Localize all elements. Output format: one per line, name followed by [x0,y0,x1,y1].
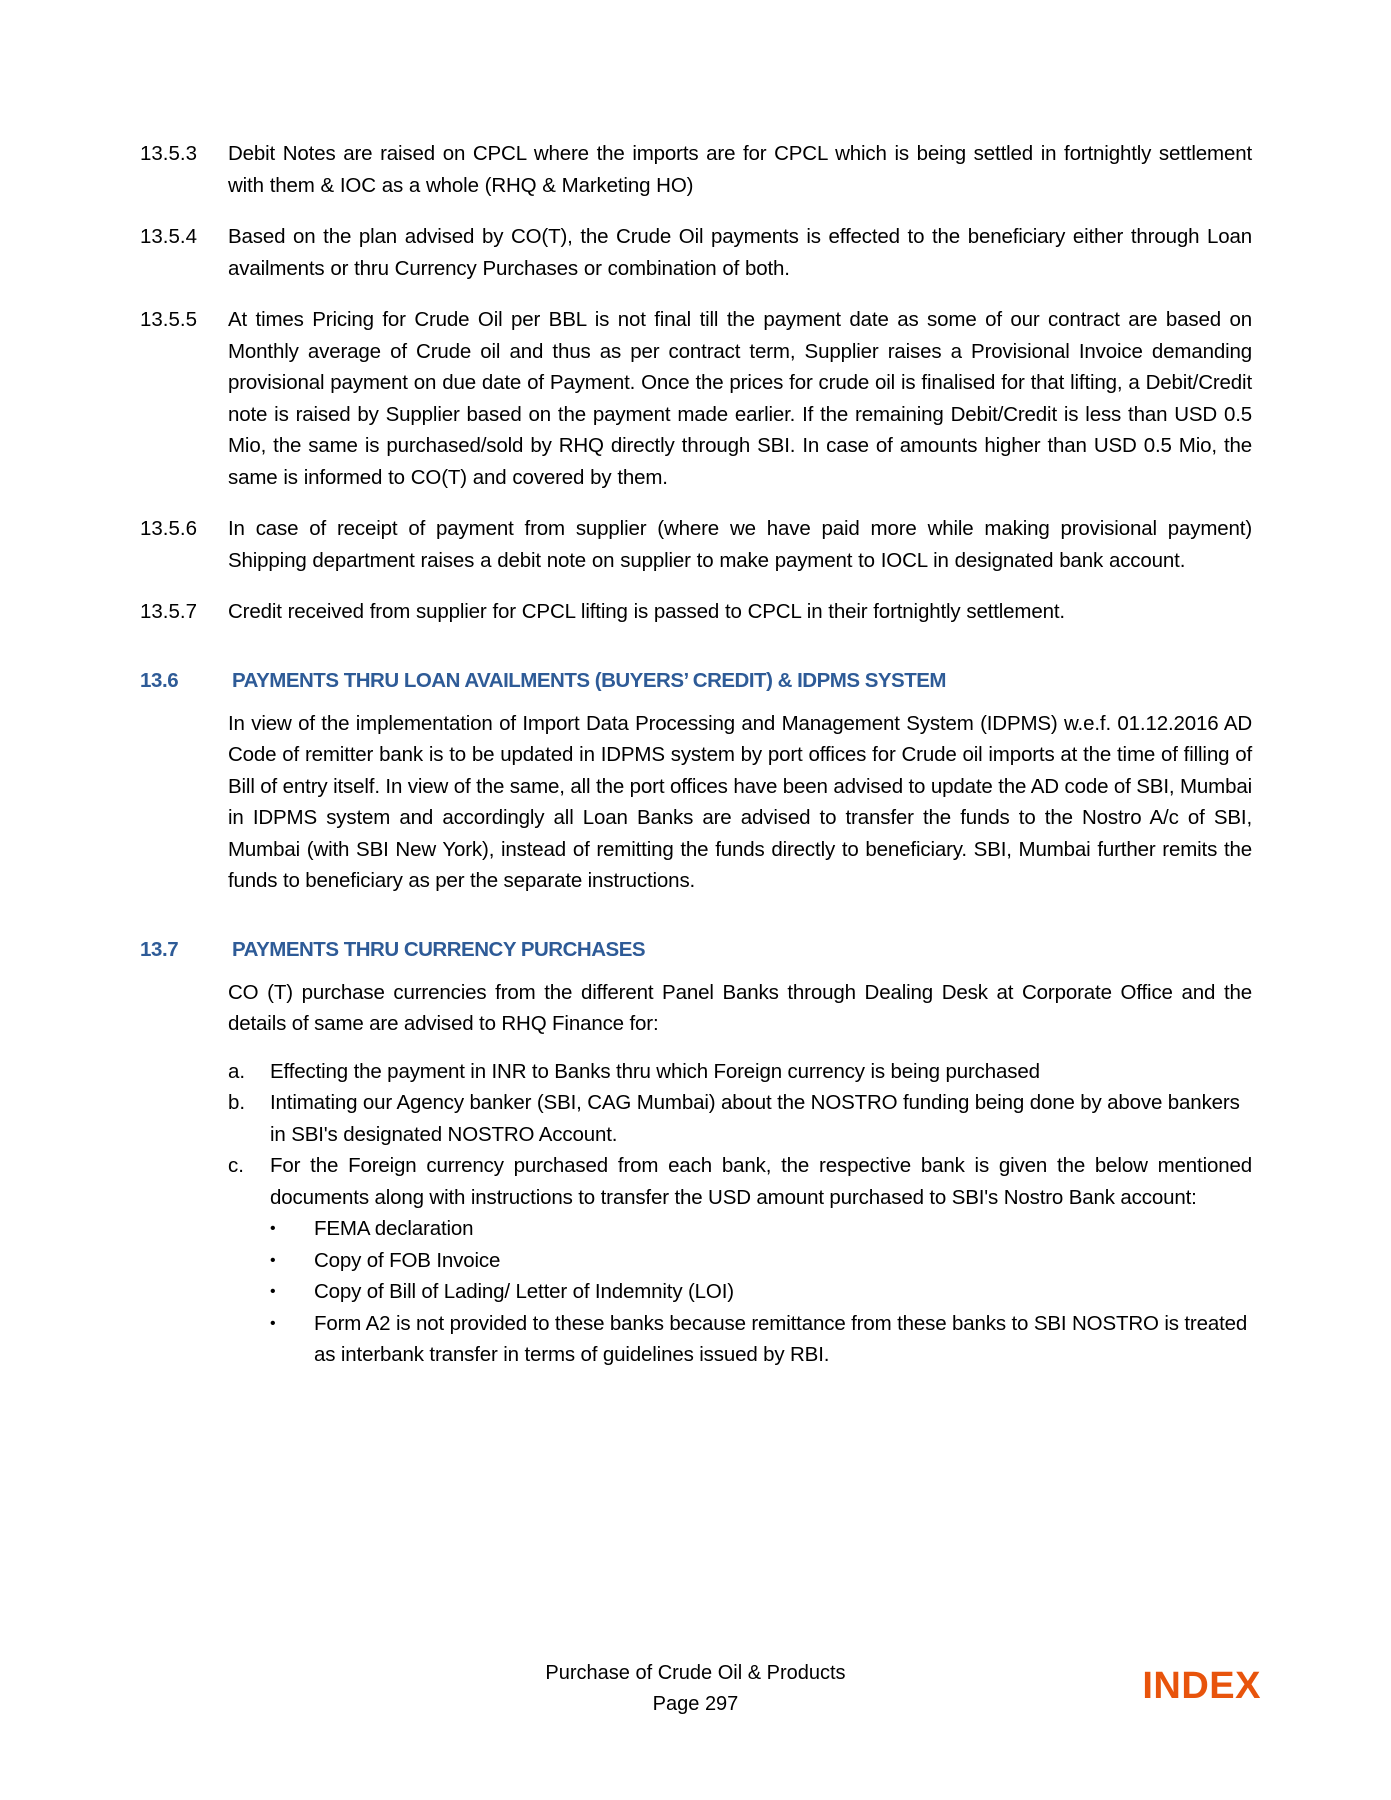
clause-number: 13.5.7 [140,600,197,623]
clause-text: Debit Notes are raised on CPCL where the imports are for CPCL which is being settled in fortnightly settlement with them & IOC as a whole (RHQ & Marketing HO) [228,142,1252,197]
bullet-list [270,1213,1252,1371]
clause-13-5-7 [140,596,1252,628]
section-heading-13-7 [140,935,1252,965]
footer-page-number: Page 297 [652,1693,739,1715]
page-content [140,138,1252,1371]
list-item [228,1150,1252,1213]
list-item-text: Form A2 is not provided to these banks because remittance from these banks to SBI NOSTRO is treated as interbank transfer in terms of guidelines issued by RBI. [314,1311,1248,1366]
section-13-7-paragraph: CO (T) purchase currencies from the different Panel Banks through Dealing Desk at Corporate Office and the details of same are advised to RHQ Finance for: [228,980,1252,1035]
clause-text: At times Pricing for Crude Oil per BBL is not final till the payment date as some of our contract are based on Monthly average of Crude oil and thus as per contract term, Supplier raises a Provisional Invoice demanding provisional payment on due date of Payment. Once the prices for crude oil is finalised for that lifting, a Debit/Credit note is raised by Supplier based on the payment made earlier. If the remaining Debit/Credit is less than USD 0.5 Mio, the same is purchased/sold by RHQ directly through SBI. In case of amounts higher than USD 0.5 Mio, the same is informed to CO(T) and covered by them. [228,308,1252,489]
list-item-text: For the Foreign currency purchased from each bank, the respective bank is given the below mentioned documents along with instructions to transfer the USD amount purchased to SBI's Nostro Bank account: [270,1154,1252,1209]
bullet-icon: • [270,1314,276,1332]
clause-number: 13.5.5 [140,308,197,331]
list-item [270,1245,1252,1277]
list-item [270,1276,1252,1308]
clause-number: 13.5.4 [140,225,197,248]
bullet-icon: • [270,1283,276,1300]
list-marker: a. [228,1059,246,1083]
list-item-text: FEMA declaration [314,1217,474,1240]
list-item [228,1087,1252,1150]
section-heading-13-6 [140,666,1252,696]
bullet-icon: • [270,1220,276,1237]
section-13-6-paragraph: In view of the implementation of Import Data Processing and Management System (IDPMS) w.e.f. 01.12.2016 AD Code of remitter bank is to be updated in IDPMS system by port offices for Crude oil imports at the time of filling of Bill of entry itself. In view of the same, all the port offices have been advised to update the AD code of SBI, Mumbai in IDPMS system and accordingly all Loan Banks are advised to transfer the funds to the Nostro A/c of SBI, Mumbai (with SBI New York), instead of remitting the funds directly to beneficiary. SBI, Mumbai further remits the funds to beneficiary as per the separate instructions. [228,711,1252,892]
clause-text: Credit received from supplier for CPCL lifting is passed to CPCL in their fortnightly settlement. [228,600,1065,623]
index-link[interactable]: INDEX [1142,1665,1261,1707]
section-number: 13.6 [140,668,179,692]
bullet-icon: • [270,1251,276,1269]
list-marker: b. [228,1091,246,1114]
footer-title: Purchase of Crude Oil & Products [545,1662,846,1684]
list-item-text: Copy of Bill of Lading/ Letter of Indemnity (LOI) [314,1280,734,1303]
list-item-text: Effecting the payment in INR to Banks thru which Foreign currency is being purchased [270,1059,1040,1083]
clause-13-5-4 [140,221,1252,284]
section-title: PAYMENTS THRU CURRENCY PURCHASES [232,937,646,961]
lettered-list [228,1056,1252,1214]
clause-text: Based on the plan advised by CO(T), the Crude Oil payments is effected to the beneficiary either through Loan availments or thru Currency Purchases or combination of both. [228,225,1252,280]
list-marker: c. [228,1154,244,1177]
clause-13-5-6 [140,513,1252,576]
list-item-text: Copy of FOB Invoice [314,1248,501,1272]
list-item [270,1308,1252,1371]
list-item [270,1213,1252,1245]
clause-text: In case of receipt of payment from supplier (where we have paid more while making provisional payment) Shipping department raises a debit note on supplier to make payment to IOCL in designated bank account. [228,517,1252,572]
section-number: 13.7 [140,937,179,961]
list-item [228,1056,1252,1088]
clause-number: 13.5.3 [140,142,197,165]
list-item-text: Intimating our Agency banker (SBI, CAG Mumbai) about the NOSTRO funding being done by above bankers in SBI's designated NOSTRO Account. [270,1091,1240,1146]
clause-number: 13.5.6 [140,517,197,540]
section-title: PAYMENTS THRU LOAN AVAILMENTS (BUYERS’ CREDIT) & IDPMS SYSTEM [232,668,946,692]
clause-13-5-5 [140,304,1252,493]
clause-13-5-3 [140,138,1252,201]
page-footer [0,1658,1391,1748]
